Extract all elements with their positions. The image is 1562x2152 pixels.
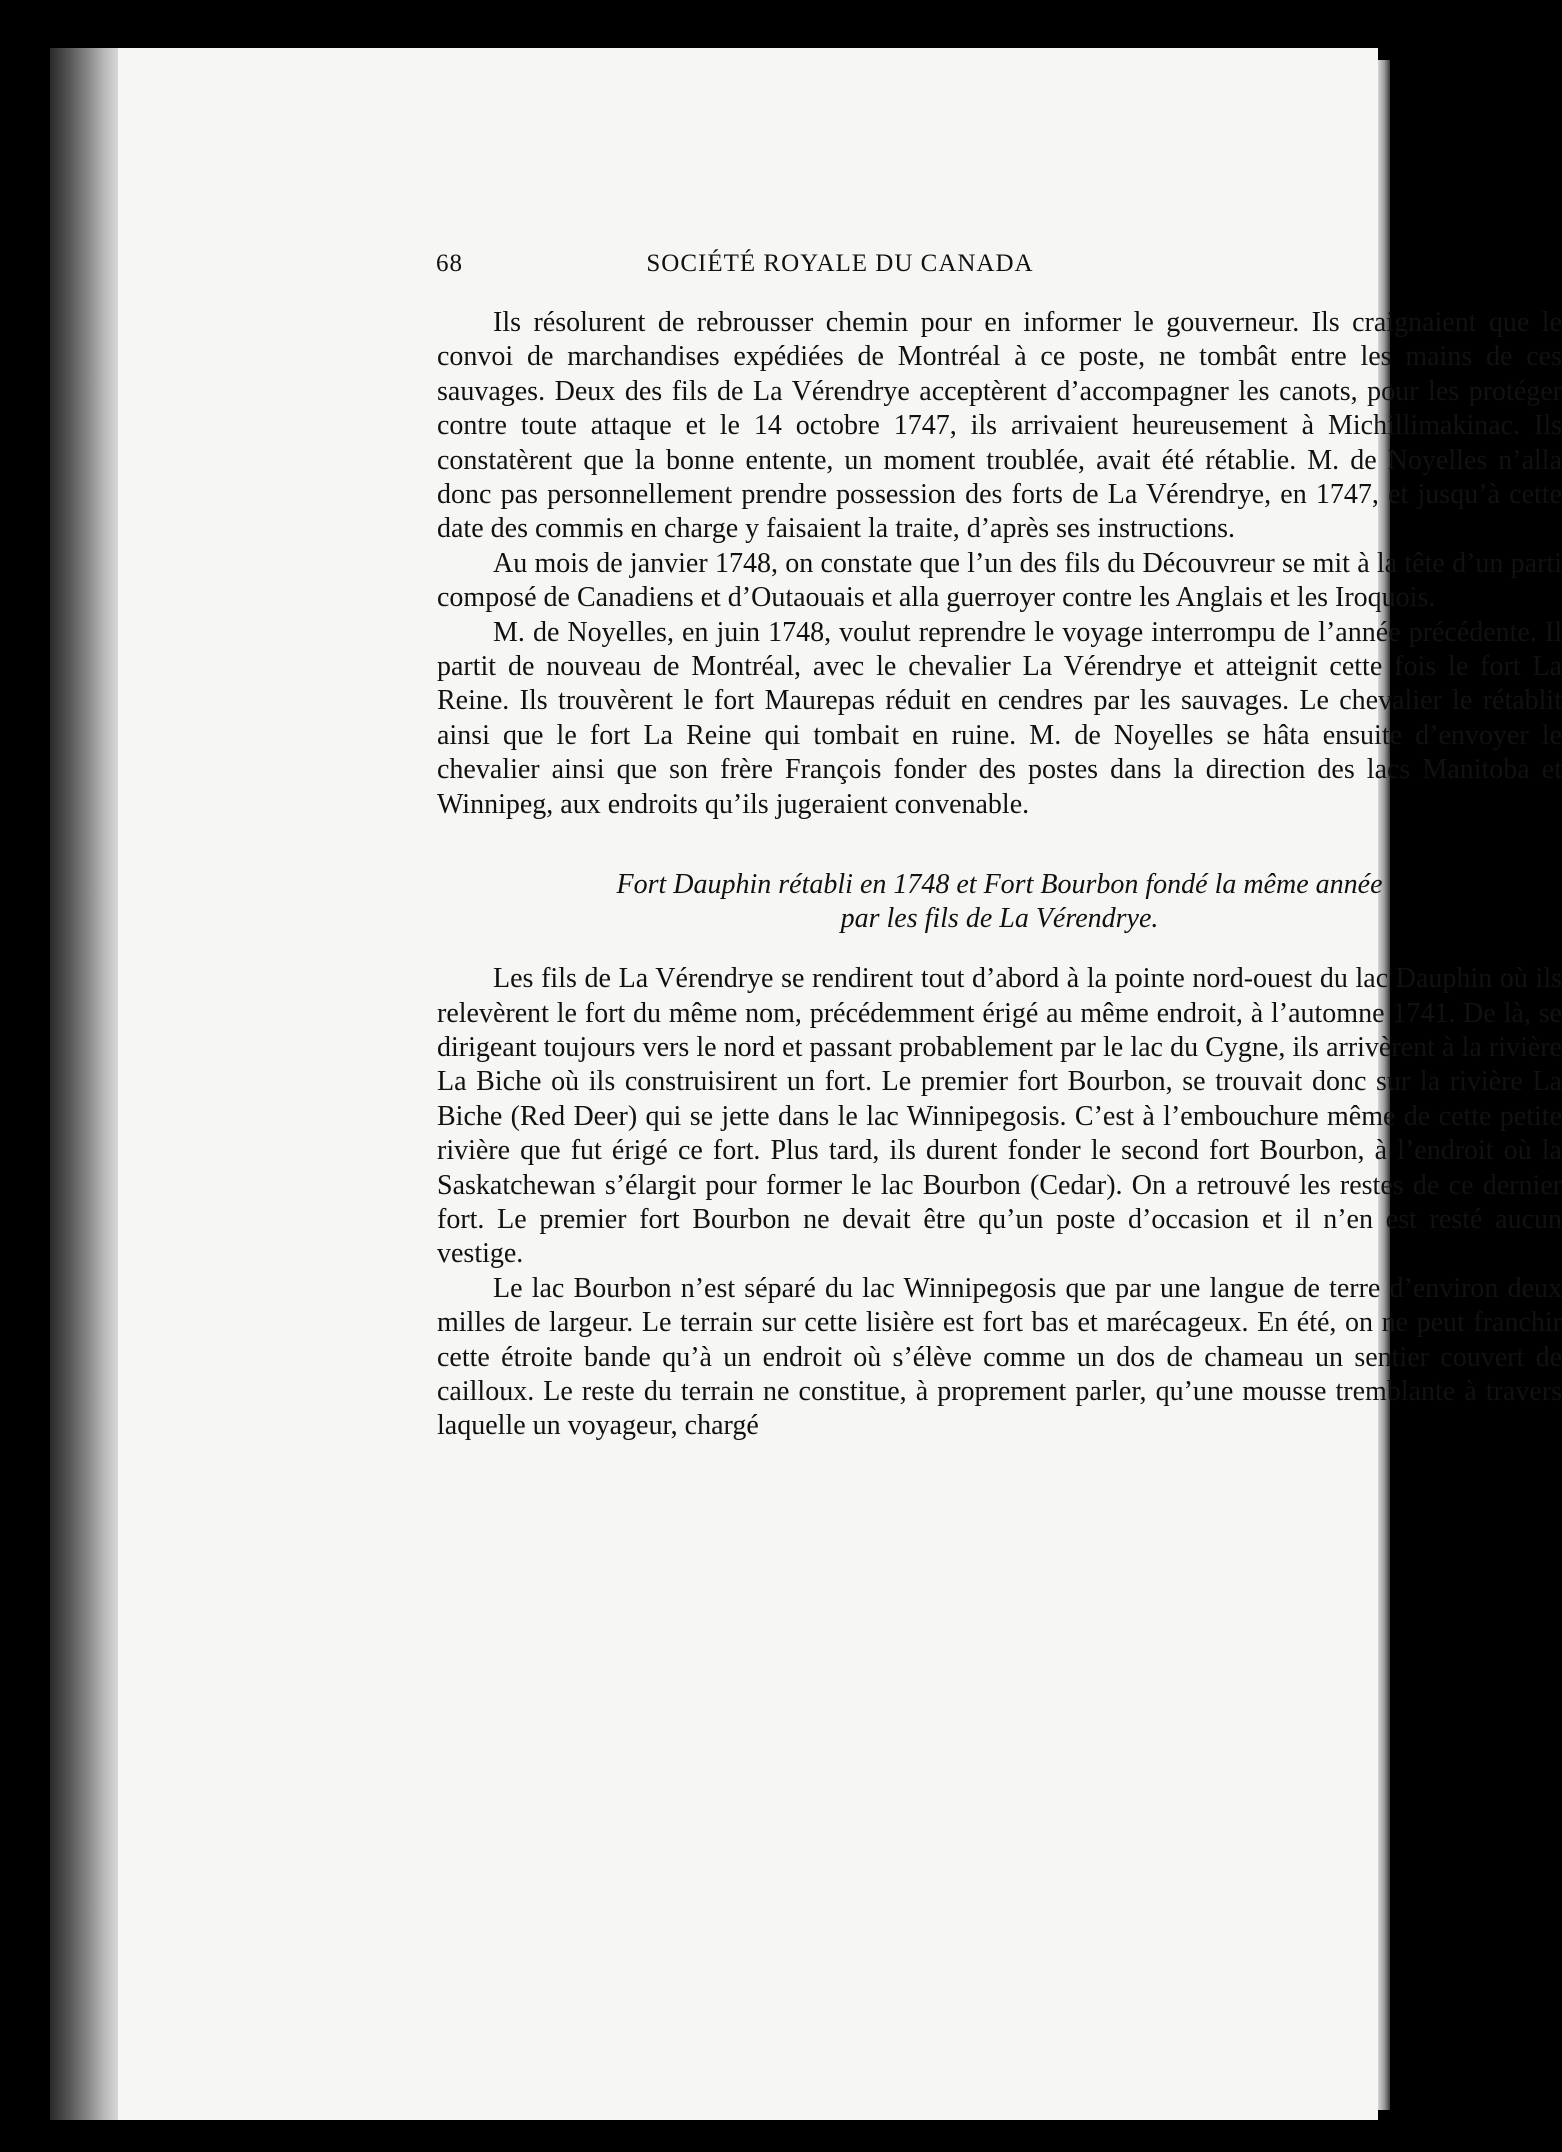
paragraph: M. de Noyelles, en juin 1748, voulut reprendre le voyage interrompu de l’année précédente. Il partit de nouveau de Montréal, avec le chevalier La Vérendrye et atteignit cette fois le fort La Reine. Ils trouvèrent le fort Maurepas réduit en cendres par les sauvages. Le chevalier le rétablit ainsi que le fort La Reine qui tombait en ruine. M. de Noyelles se hâta ensuite d’envoyer le chevalier ainsi que son frère François fonder des postes dans la direction des lacs Manitoba et Winnipeg, aux endroits qu’ils jugeraient convenable.: [437, 616, 1562, 820]
book-spine-shadow: [50, 48, 120, 2120]
section-heading-line-2: par les fils de La Vérendrye.: [840, 903, 1159, 935]
page-number: 68: [436, 250, 463, 277]
running-title: [320, 250, 1360, 278]
book-page: [118, 48, 1562, 2120]
body-text: [437, 306, 1562, 1444]
paragraph: Les fils de La Vérendrye se rendirent tout d’abord à la pointe nord-ouest du lac Dauphin où ils relevèrent le fort du même nom, précédemment érigé au même endroit, à l’automne 1741. De là, se dirigeant toujours vers le nord et passant probablement par le lac du Cygne, ils arrivèrent à la rivière La Biche où ils construisirent un fort. Le premier fort Bourbon, se trouvait donc sur la rivière La Biche (Red Deer) qui se jette dans le lac Winnipegosis. C’est à l’embouchure même de cette petite rivière que fut érigé ce fort. Plus tard, ils durent fonder le second fort Bourbon, à l’endroit où la Saskatchewan s’élargit pour former le lac Bourbon (Cedar). On a retrouvé les restes de ce dernier fort. Le premier fort Bourbon ne devait être qu’un poste d’occasion et il n’en est resté aucun vestige.: [437, 963, 1562, 1270]
paragraph: Le lac Bourbon n’est séparé du lac Winnipegosis que par une langue de terre d’environ deux milles de largeur. Le terrain sur cette lisière est fort bas et marécageux. En été, on ne peut franchir cette étroite bande qu’à un endroit où s’élève comme un dos de chameau un sentier couvert de cailloux. Le reste du terrain ne constitue, à proprement parler, qu’une mousse tremblante à travers laquelle un voyageur, chargé: [437, 1272, 1562, 1442]
paragraph: Ils résolurent de rebrousser chemin pour en informer le gouverneur. Ils craignaient que le convoi de marchandises expédiées de Montréal à ce poste, ne tombât entre les mains de ces sauvages. Deux des fils de La Vérendrye acceptèrent d’accompagner les canots, pour les protéger contre toute attaque et le 14 octobre 1747, ils arrivaient heureusement à Michillimakinac. Ils constatèrent que la bonne entente, un moment troublée, avait été rétablie. M. de Noyelles n’alla donc pas personnellement prendre possession des forts de La Vérendrye, en 1747, et jusqu’à cette date des commis en charge y faisaient la traite, d’après ses instructions.: [437, 307, 1562, 545]
section-heading-line-1: Fort Dauphin rétabli en 1748 et Fort Bourbon fondé la même année: [616, 869, 1383, 901]
paragraph: Au mois de janvier 1748, on constate que l’un des fils du Découvreur se mit à la tête d’un parti composé de Canadiens et d’Outaouais et alla guerroyer contre les Anglais et les Iroquois.: [437, 547, 1562, 614]
running-title-text: SOCIÉTÉ ROYALE DU CANADA: [646, 250, 1034, 277]
page-header: [320, 250, 1360, 290]
section-heading: [437, 868, 1562, 936]
